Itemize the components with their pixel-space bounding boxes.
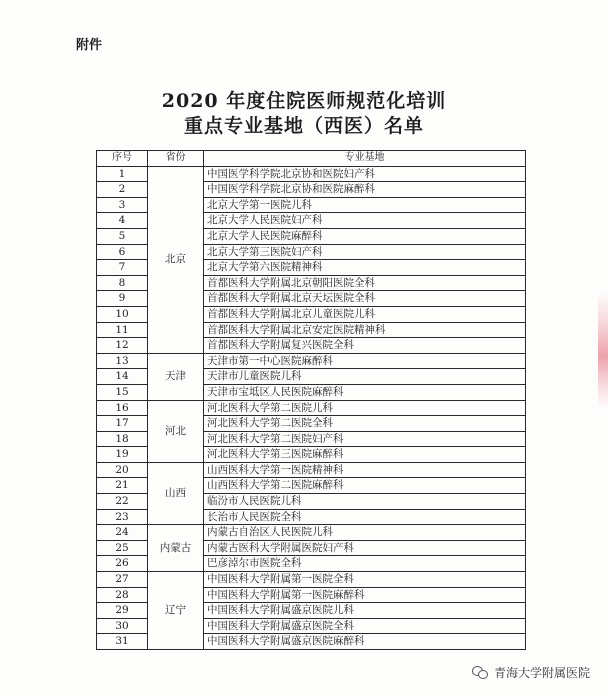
document-title-line2: 重点专业基地（西医）名单 (183, 115, 424, 137)
table-row (97, 400, 526, 416)
row-number: 17 (97, 416, 148, 432)
row-number: 23 (97, 509, 148, 525)
row-number: 19 (97, 447, 148, 463)
row-number: 8 (97, 275, 148, 291)
row-province: 天津 (148, 353, 204, 400)
row-base-name: 北京大学第一医院儿科 (204, 197, 526, 213)
row-number: 11 (97, 322, 148, 338)
row-base-name: 天津市宝坻区人民医院麻醉科 (204, 384, 526, 400)
row-base-name: 首都医科大学附属北京天坛医院全科 (204, 291, 526, 307)
row-number: 29 (97, 603, 148, 619)
row-number: 12 (97, 338, 148, 354)
row-number: 15 (97, 384, 148, 400)
document-title-line1: 2020 年度住院医师规范化培训 (161, 90, 447, 112)
wechat-icon (472, 666, 488, 680)
row-base-name: 山西医科大学第二医院麻醉科 (204, 478, 526, 494)
row-number: 9 (97, 291, 148, 307)
row-base-name: 山西医科大学第一医院精神科 (204, 462, 526, 478)
row-base-name: 内蒙古医科大学附属医院妇产科 (204, 540, 526, 556)
row-number: 20 (97, 462, 148, 478)
row-base-name: 巴彦淖尔市医院全科 (204, 556, 526, 572)
row-base-name: 中国医科大学附属第一医院全科 (204, 572, 526, 588)
row-number: 3 (97, 197, 148, 213)
row-base-name: 中国医科大学附属盛京医院麻醉科 (204, 634, 526, 650)
row-province: 内蒙古 (148, 525, 204, 572)
row-number: 10 (97, 306, 148, 322)
row-base-name: 首都医科大学附属复兴医院全科 (204, 338, 526, 354)
table-row (97, 525, 526, 541)
row-base-name: 北京大学第六医院精神科 (204, 260, 526, 276)
row-base-name: 河北医科大学第二医院儿科 (204, 400, 526, 416)
row-number: 6 (97, 244, 148, 260)
row-number: 16 (97, 400, 148, 416)
row-base-name: 中国医学科学院北京协和医院妇产科 (204, 166, 526, 182)
row-number: 21 (97, 478, 148, 494)
table-body (97, 166, 526, 649)
row-base-name: 北京大学人民医院妇产科 (204, 213, 526, 229)
row-number: 30 (97, 618, 148, 634)
table-row (97, 572, 526, 588)
row-base-name: 河北医科大学第二医院妇产科 (204, 431, 526, 447)
row-number: 25 (97, 540, 148, 556)
row-number: 24 (97, 525, 148, 541)
row-number: 14 (97, 369, 148, 385)
row-number: 5 (97, 228, 148, 244)
row-number: 27 (97, 572, 148, 588)
row-province: 山西 (148, 462, 204, 524)
row-base-name: 长治市人民医院全科 (204, 509, 526, 525)
row-base-name: 天津市儿童医院儿科 (204, 369, 526, 385)
row-base-name: 天津市第一中心医院麻醉科 (204, 353, 526, 369)
row-number: 31 (97, 634, 148, 650)
row-base-name: 中国医学科学院北京协和医院麻醉科 (204, 182, 526, 198)
attachment-label: 附件 (76, 38, 103, 53)
row-number: 7 (97, 260, 148, 276)
row-base-name: 河北医科大学第二医院全科 (204, 416, 526, 432)
watermark-footer (472, 664, 590, 681)
table-header-row (97, 151, 526, 167)
table-row (97, 462, 526, 478)
base-list-table (96, 150, 526, 650)
row-number: 13 (97, 353, 148, 369)
row-base-name: 内蒙古自治区人民医院儿科 (204, 525, 526, 541)
table-row (97, 166, 526, 182)
table-row (97, 353, 526, 369)
row-base-name: 河北医科大学第三医院麻醉科 (204, 447, 526, 463)
row-number: 4 (97, 213, 148, 229)
header-base: 专业基地 (204, 151, 526, 167)
row-base-name: 北京大学第三医院妇产科 (204, 244, 526, 260)
row-province: 北京 (148, 166, 204, 353)
red-stamp-edge (598, 290, 608, 410)
row-number: 22 (97, 494, 148, 510)
row-base-name: 中国医科大学附属盛京医院全科 (204, 618, 526, 634)
row-base-name: 首都医科大学附属北京朝阳医院全科 (204, 275, 526, 291)
row-number: 18 (97, 431, 148, 447)
row-base-name: 中国医科大学附属第一医院麻醉科 (204, 587, 526, 603)
header-province: 省份 (148, 151, 204, 167)
row-province: 辽宁 (148, 572, 204, 650)
account-name: 青海大学附属医院 (493, 666, 590, 680)
row-number: 28 (97, 587, 148, 603)
row-number: 26 (97, 556, 148, 572)
row-number: 2 (97, 182, 148, 198)
row-province: 河北 (148, 400, 204, 462)
row-base-name: 北京大学人民医院麻醉科 (204, 228, 526, 244)
row-base-name: 临汾市人民医院儿科 (204, 494, 526, 510)
row-base-name: 首都医科大学附属北京儿童医院儿科 (204, 306, 526, 322)
header-no: 序号 (97, 151, 148, 167)
row-number: 1 (97, 166, 148, 182)
row-base-name: 首都医科大学附属北京安定医院精神科 (204, 322, 526, 338)
row-base-name: 中国医科大学附属盛京医院儿科 (204, 603, 526, 619)
